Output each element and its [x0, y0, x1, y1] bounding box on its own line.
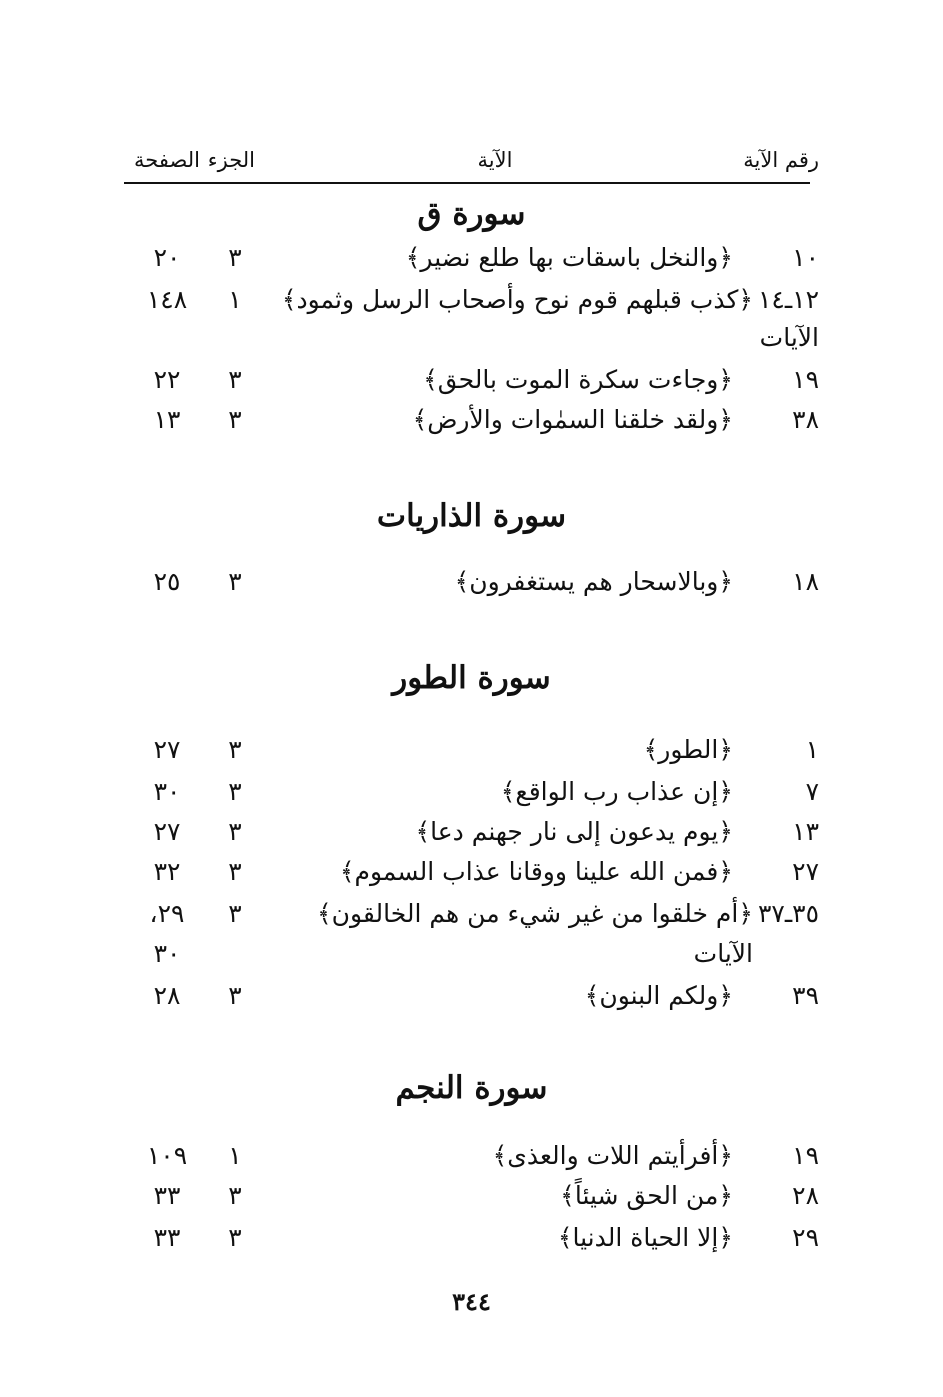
ayah-number: ١٩	[792, 1141, 819, 1170]
page-value: ٢٧	[153, 817, 181, 846]
ayah-number: ٣٨	[792, 405, 819, 434]
surah-title-dhariyat: سورة الذاريات	[376, 498, 567, 534]
table-row	[0, 400, 943, 440]
ayah-text-continuation: الآيات	[693, 939, 753, 968]
ayah-number: ١	[805, 735, 819, 764]
surah-title-tur: سورة الطور	[392, 660, 551, 696]
juz-value: ١	[228, 285, 242, 314]
header-ayah-number: رقم الآية	[743, 148, 819, 172]
table-row	[0, 1136, 943, 1176]
surah-title-qaf: سورة ق	[417, 196, 526, 232]
table-header	[0, 142, 943, 178]
table-row	[0, 360, 943, 400]
juz-value: ٣	[228, 777, 242, 806]
ayah-text: ﴿ولكم البنون﴾	[584, 981, 733, 1010]
ayah-number: ٢٨	[792, 1181, 819, 1210]
table-row	[0, 976, 943, 1016]
juz-value: ٣	[228, 1223, 242, 1252]
table-row	[0, 730, 943, 770]
page-value: ٢٩،	[149, 899, 185, 928]
table-row	[0, 562, 943, 602]
table-row	[0, 894, 943, 934]
ayah-text: ﴿يوم يدعون إلى نار جهنم دعا﴾	[415, 817, 733, 846]
page-value: ٣٣	[153, 1223, 181, 1252]
page-value: ٢٠	[153, 243, 181, 272]
ayah-number: ٣٩	[792, 981, 819, 1010]
juz-value: ٣	[228, 817, 242, 846]
page-value: ٢٧	[153, 735, 181, 764]
table-row-continuation	[0, 934, 943, 974]
page-value: ٢٨	[153, 981, 181, 1010]
juz-value: ٣	[228, 243, 242, 272]
page-value: ٣٠	[153, 777, 181, 806]
table-row	[0, 852, 943, 892]
page-value: ٣٢	[153, 857, 181, 886]
juz-value: ٣	[228, 899, 242, 928]
ayah-text: ﴿أم خلقوا من غير شيء من هم الخالقون﴾	[316, 899, 753, 928]
table-row	[0, 812, 943, 852]
ayah-number: ١٠	[792, 243, 819, 272]
page-value: ١٤٨	[146, 285, 188, 314]
ayah-text: ﴿والنخل باسقات بها طلع نضير﴾	[405, 243, 733, 272]
juz-value: ١	[228, 1141, 242, 1170]
ayah-text: ﴿كذب قبلهم قوم نوح وأصحاب الرسل وثمود﴾	[281, 285, 753, 314]
juz-value: ٣	[228, 735, 242, 764]
table-row	[0, 238, 943, 278]
page-value-continuation: ٣٠	[153, 939, 181, 968]
ayah-text: ﴿الطور﴾	[643, 735, 733, 764]
ayah-text: ﴿إن عذاب رب الواقع﴾	[500, 777, 733, 806]
header-rule	[124, 182, 810, 184]
page-value: ٢٢	[153, 365, 181, 394]
header-juz: الجزء	[207, 148, 255, 172]
ayah-text: ﴿وبالاسحار هم يستغفرون﴾	[454, 567, 733, 596]
ayah-text: ﴿وجاءت سكرة الموت بالحق﴾	[423, 365, 733, 394]
surah-title-najm: سورة النجم	[395, 1070, 548, 1106]
ayah-number: ١٩	[792, 365, 819, 394]
ayah-number: ٢٧	[792, 857, 819, 886]
page-value: ٣٣	[153, 1181, 181, 1210]
page-value: ٢٥	[153, 567, 181, 596]
ayah-number: ١٨	[792, 567, 819, 596]
header-ayah: الآية	[477, 148, 513, 172]
juz-value: ٣	[228, 365, 242, 394]
ayah-number: ٧	[805, 777, 819, 806]
juz-value: ٣	[228, 981, 242, 1010]
ayah-number: ٢٩	[792, 1223, 819, 1252]
ayah-text-continuation: الآيات	[759, 323, 819, 352]
juz-value: ٣	[228, 567, 242, 596]
juz-value: ٣	[228, 405, 242, 434]
ayah-number: ١٣	[792, 817, 819, 846]
page-number: ٣٤٤	[452, 1287, 491, 1316]
juz-value: ٣	[228, 1181, 242, 1210]
page-value: ١٣	[153, 405, 181, 434]
ayah-text: ﴿من الحق شيئاً﴾	[560, 1181, 733, 1210]
page-value: ١٠٩	[146, 1141, 188, 1170]
ayah-text: ﴿إلا الحياة الدنيا﴾	[557, 1223, 733, 1252]
ayah-text: ﴿أفرأيتم اللات والعذى﴾	[492, 1141, 733, 1170]
table-row-continuation	[0, 318, 943, 358]
table-row	[0, 1176, 943, 1216]
ayah-text: ﴿فمن الله علينا ووقانا عذاب السموم﴾	[339, 857, 733, 886]
juz-value: ٣	[228, 857, 242, 886]
table-row	[0, 280, 943, 320]
table-row	[0, 1218, 943, 1258]
ayah-text: ﴿ولقد خلقنا السمٰوات والأرض﴾	[412, 405, 733, 434]
ayah-number: ٣٥ـ٣٧	[757, 899, 819, 928]
header-page: الصفحة	[134, 148, 200, 172]
ayah-number: ١٢ـ١٤	[757, 285, 819, 314]
table-row	[0, 772, 943, 812]
